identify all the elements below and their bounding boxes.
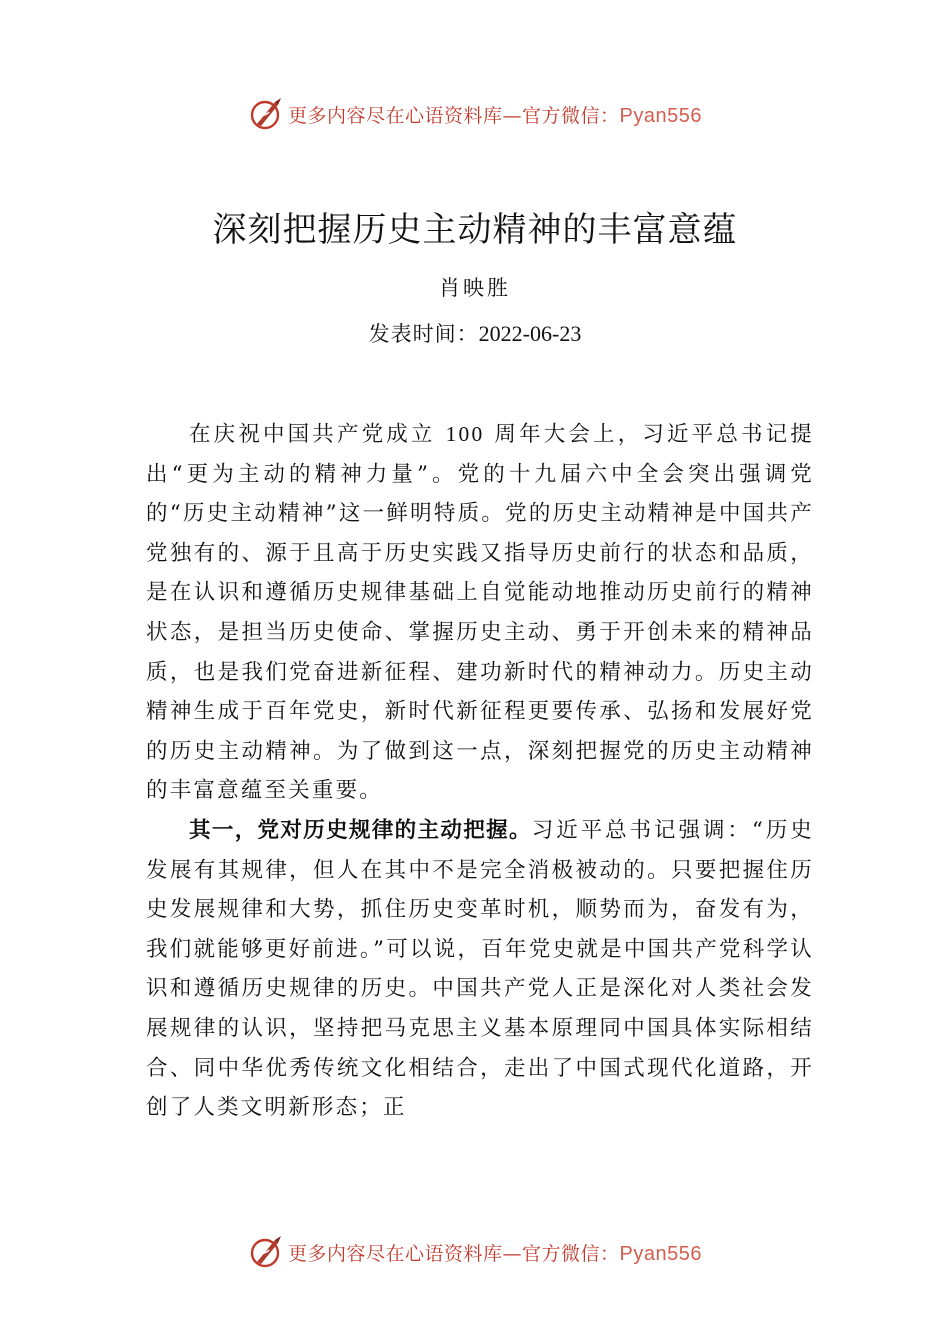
quill-logo-icon bbox=[248, 1234, 284, 1270]
date-label: 发表时间： bbox=[368, 322, 479, 346]
banner-label: 更多内容尽在心语资料库—官方微信： bbox=[288, 1242, 620, 1265]
article-body bbox=[146, 415, 814, 1128]
date-value: 2022-06-23 bbox=[478, 321, 582, 346]
banner-text bbox=[288, 101, 702, 128]
footer-watermark-banner bbox=[0, 1232, 950, 1272]
article-author: 肖映胜 bbox=[439, 276, 511, 300]
paragraph-2 bbox=[146, 811, 814, 1128]
p2-heading: 其一，党对历史规律的主动把握。 bbox=[189, 817, 532, 843]
quill-logo-icon bbox=[248, 96, 284, 132]
article-title: 深刻把握历史主动精神的丰富意蕴 bbox=[212, 210, 738, 250]
p1-text-b: 周年大会上，习近平总书记提出“更为主动的精神力量”。党的十九届六中全会突出强调党的“历史主动精神”这一鲜明特质。党的历史主动精神是中国共产党独有的、源于且高于历史实践又指导历史前行的状态和品质，是在认识和遵循历史规律基础上自觉能动地推动历史前行的精神状态，是担当历史使命、掌握历史主动、勇于开创未来的精神品质，也是我们党奋进新征程、建功新时代的精神动力。历史主动精神生成于百年党史，新时代新征程更要传承、弘扬和发展好党的历史主动精神。为了做到这一点，深刻把握党的历史主动精神的丰富意蕴至关重要。 bbox=[146, 422, 814, 804]
p1-number: 100 bbox=[445, 422, 485, 446]
banner-label: 更多内容尽在心语资料库—官方微信： bbox=[288, 104, 620, 127]
banner-wechat-id: Pyan556 bbox=[619, 1242, 702, 1265]
p2-text: 习近平总书记强调：“历史发展有其规律，但人在其中不是完全消极被动的。只要把握住历史发展规律和大势，抓住历史变革时机，顺势而为，奋发有为，我们就能够更好前进。”可以说，百年党史就是中国共产党科学认识和遵循历史规律的历史。中国共产党人正是深化对人类社会发展规律的认识，坚持把马克思主义基本原理同中国具体实际相结合、同中华优秀传统文化相结合，走出了中国式现代化道路，开创了人类文明新形态；正 bbox=[146, 817, 814, 1121]
banner-wechat-id: Pyan556 bbox=[619, 104, 702, 127]
publish-date bbox=[0, 318, 950, 348]
p1-text-a: 在庆祝中国共产党成立 bbox=[189, 422, 446, 447]
paragraph-1 bbox=[146, 415, 814, 811]
banner-text bbox=[288, 1239, 702, 1266]
header-watermark-banner bbox=[0, 94, 950, 134]
